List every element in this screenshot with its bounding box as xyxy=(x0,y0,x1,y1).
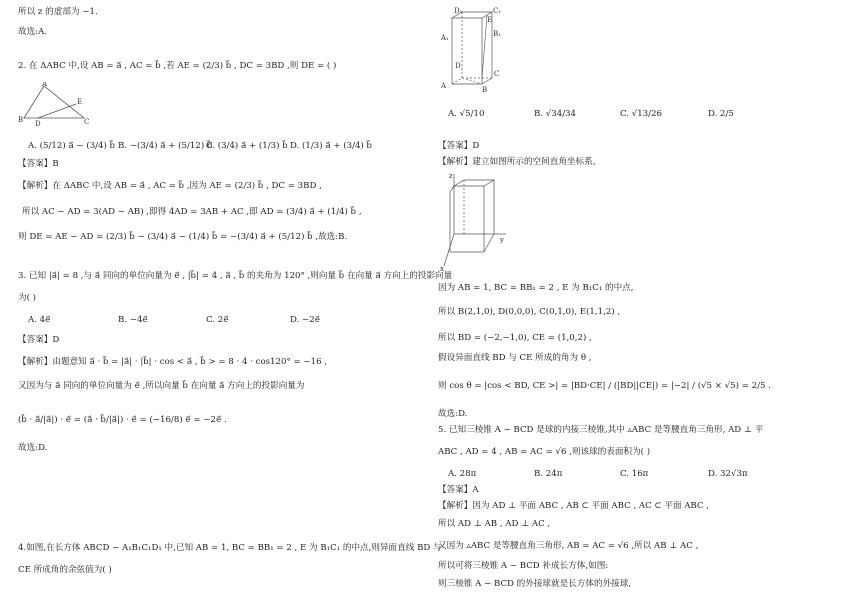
analysis-line: 所以 BD = (−2,−1,0), CE = (1,0,2) , xyxy=(438,333,592,343)
figure-label: B₁ xyxy=(493,30,501,38)
question-5-stem: ABC , AD = 4 , AB = AC = √6 ,则该球的表面积为( ) xyxy=(438,447,651,457)
axis-label: z xyxy=(449,172,453,180)
figure-label: A xyxy=(42,82,48,88)
figure-label: B xyxy=(482,86,488,92)
question-4-stem: CE 所成角的余弦值为( ) xyxy=(18,565,112,575)
figure-label: B xyxy=(18,116,24,124)
analysis-line: 【解析】因为 AD ⊥ 平面 ABC , AB ⊂ 平面 ABC , AC ⊂ 平面 ABC , xyxy=(438,501,709,511)
answer-label: 【答案】A xyxy=(438,485,479,495)
analysis-line: 则 DE = AE − AD = (2/3) b⃗ − (3/4) a⃗ − (1/4) b⃗ = −(3/4) a⃗ + (5/12) b⃗ ,故选:B. xyxy=(18,232,348,242)
option-c: C. 2e⃗ xyxy=(206,315,229,325)
axis-label: x xyxy=(440,265,444,272)
figure-label: C₁ xyxy=(493,7,502,15)
option-b: B. 24π xyxy=(534,469,563,479)
figure-label: D xyxy=(455,62,461,70)
triangle-figure xyxy=(18,82,98,126)
option-b: B. −4e⃗ xyxy=(118,315,148,325)
option-d: D. 2/5 xyxy=(708,109,734,119)
option-d: D. −2e⃗ xyxy=(290,315,321,325)
question-4-stem: 4.如图,在长方体 ABCD − A₁B₁C₁D₁ 中,已知 AB = 1, BC = BB₁ = 2 , E 为 B₁C₁ 的中点,则异面直线 BD 与 xyxy=(18,543,442,553)
answer-label: 【答案】B xyxy=(18,159,59,169)
analysis-line: 【解析】由题意知 a⃗ · b⃗ = |a⃗| · |b⃗| · cos < a⃗ , b⃗ > = 8 · 4 · cos120° = −16 , xyxy=(18,357,328,367)
figure-label: D xyxy=(35,120,41,126)
analysis-line: 所以 B(2,1,0), D(0,0,0), C(0,1,0), E(1,1,2) , xyxy=(438,307,621,317)
option-d: D. 32√3π xyxy=(708,469,748,479)
conclusion-line: 故选:D. xyxy=(438,409,468,419)
figure-label: E xyxy=(487,16,493,24)
question-5-stem: 5. 已知三棱锥 A − BCD 是球的内接三棱锥,其中 ▵ABC 是等腰直角三角形, AD ⊥ 平 xyxy=(438,425,764,435)
figure-label: C xyxy=(84,118,90,126)
question-3-stem: 为( ) xyxy=(18,293,37,303)
text-line: 所以 z 的虚部为 −1. xyxy=(18,7,98,17)
analysis-line: 则三棱锥 A − BCD 的外接球就是长方体的外接球, xyxy=(438,579,632,589)
figure-label: A₁ xyxy=(441,34,449,42)
option-c: C. 16π xyxy=(620,469,649,479)
analysis-line: 【解析】在 ΔABC 中,设 AB = a⃗ , AC = b⃗ ,因为 AE = (2/3) b⃗ , DC = 3BD , xyxy=(18,181,322,191)
figure-label: E xyxy=(77,98,83,106)
analysis-line: 又因为 ▵ABC 是等腰直角三角形, AB = AC = √6 ,所以 AB ⊥ AC , xyxy=(438,541,699,551)
cuboid-figure xyxy=(438,6,502,92)
analysis-line: 【解析】建立如图所示的空间直角坐标系, xyxy=(438,157,596,167)
option-a: A. 4e⃗ xyxy=(28,315,51,325)
figure-label: A xyxy=(441,82,447,90)
option-a: A. (5/12) a⃗ − (3/4) b⃗ xyxy=(28,141,116,151)
question-3-stem: 3. 已知 |a⃗| = 8 ,与 a⃗ 同向的单位向量为 e⃗ , |b⃗| = 4 , a⃗ , b⃗ 的夹角为 120° ,则向量 b⃗ 在向量 a⃗ 方向上的投影向量 xyxy=(18,271,453,281)
option-d: D. (1/3) a⃗ + (3/4) b⃗ xyxy=(290,141,372,151)
text-line: 故选:A. xyxy=(18,27,48,37)
analysis-line: (b⃗ · a⃗/|a⃗|) · e⃗ = (a⃗ · b⃗/|a⃗|) · e⃗ = (−16/8) e⃗ = −2e⃗ . xyxy=(18,415,227,425)
analysis-line: 所以 AC − AD = 3(AD − AB) ,即得 4AD = 3AB + AC ,即 AD = (3/4) a⃗ + (1/4) b⃗ , xyxy=(22,207,362,217)
analysis-line: 又因为与 a⃗ 同向的单位向量为 e⃗ ,所以向量 b⃗ 在向量 a⃗ 方向上的投影向量为 xyxy=(18,381,305,391)
option-a: A. 28π xyxy=(448,469,477,479)
figure-label: D₁ xyxy=(454,7,463,15)
figure-label: C xyxy=(494,70,500,78)
analysis-line: 则 cos θ = |cos < BD, CE >| = |BD·CE| / (|BD||CE|) = |−2| / (√5 × √5) = 2/5 . xyxy=(438,381,771,391)
answer-label: 【答案】D xyxy=(438,141,480,151)
answer-label: 【答案】D xyxy=(18,335,60,345)
option-b: B. √34/34 xyxy=(534,109,577,119)
question-2-stem: 2. 在 ΔABC 中,设 AB = a⃗ , AC = b⃗ ,若 AE = (2/3) b⃗ , DC = 3BD ,则 DE = ( ) xyxy=(18,61,337,71)
analysis-line: 因为 AB = 1, BC = BB₁ = 2 , E 为 B₁C₁ 的中点, xyxy=(438,283,634,293)
option-c: C. (3/4) a⃗ + (1/3) b⃗ xyxy=(206,141,288,151)
option-a: A. √5/10 xyxy=(448,109,485,119)
option-b: B. −(3/4) a⃗ + (5/12) b⃗ xyxy=(118,141,213,151)
coordinate-cuboid-figure xyxy=(438,172,510,272)
option-c: C. √13/26 xyxy=(620,109,662,119)
analysis-line: 所以 AD ⊥ AB , AD ⊥ AC , xyxy=(438,519,551,529)
conclusion-line: 故选:D. xyxy=(18,443,48,453)
analysis-line: 所以可将三棱锥 A − BCD 补成长方体,如图: xyxy=(438,561,609,571)
axis-label: y xyxy=(500,236,504,244)
analysis-line: 假设异面直线 BD 与 CE 所成的角为 θ , xyxy=(438,353,592,363)
